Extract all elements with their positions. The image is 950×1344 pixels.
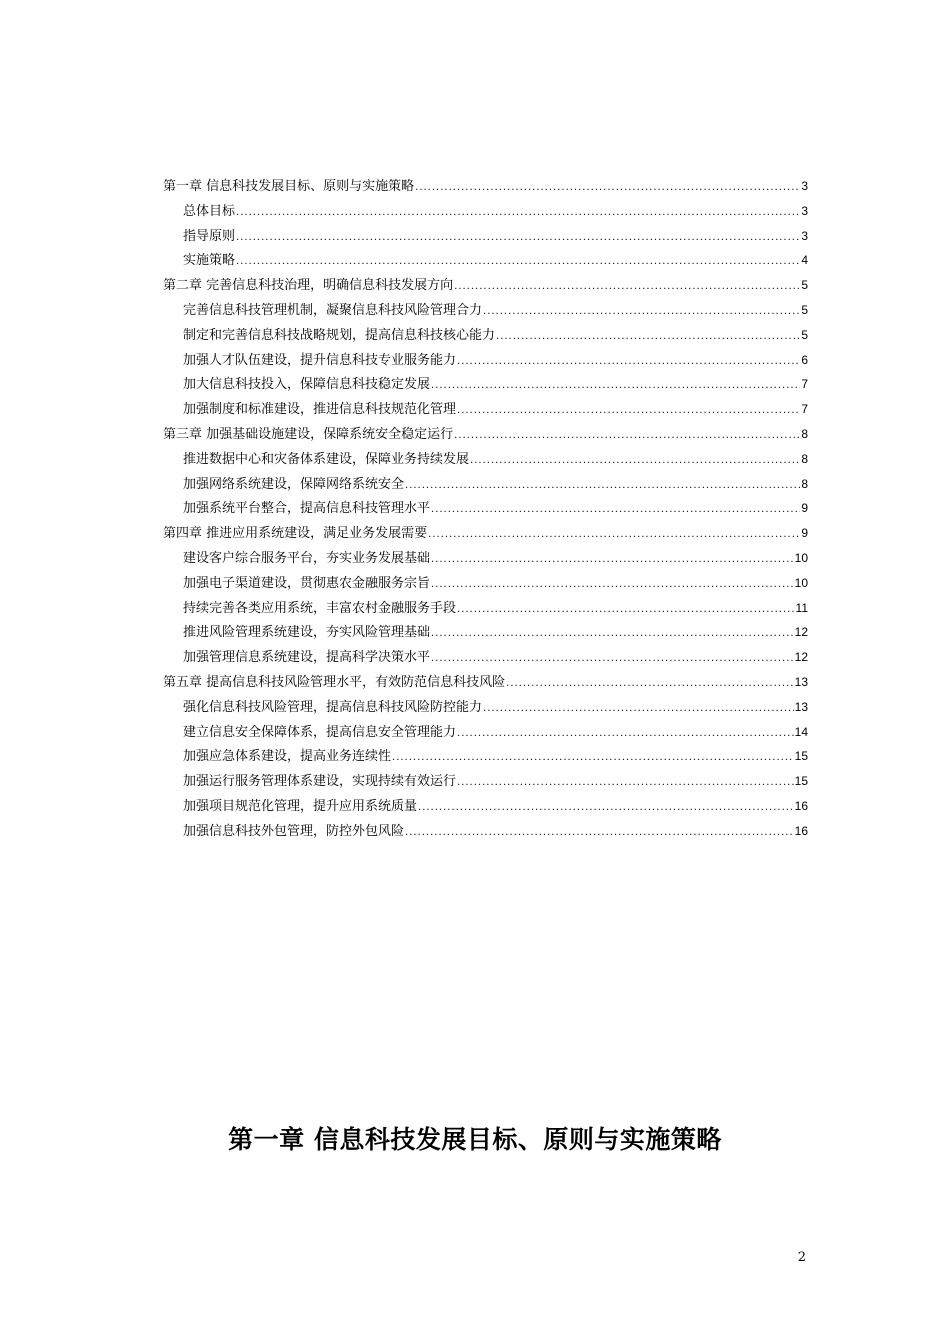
toc-entry-page: 6 bbox=[801, 352, 808, 367]
toc-entry-title: 加强制度和标准建设，推进信息科技规范化管理 bbox=[183, 402, 457, 418]
toc-section-entry[interactable] bbox=[163, 596, 808, 621]
toc-entry-title: 指导原则 bbox=[183, 228, 236, 244]
page-number: 2 bbox=[797, 1250, 806, 1265]
toc-entry-page: 16 bbox=[794, 798, 808, 813]
toc-entry-page: 13 bbox=[794, 674, 808, 689]
toc-section-entry[interactable] bbox=[163, 472, 808, 497]
toc-entry-title: 建立信息安全保障体系，提高信息安全管理能力 bbox=[183, 724, 457, 740]
toc-entry-title: 加强项目规范化管理，提升应用系统质量 bbox=[183, 798, 418, 814]
toc-entry-title: 加强信息科技外包管理，防控外包风险 bbox=[183, 823, 405, 839]
toc-entry-page: 5 bbox=[801, 327, 808, 342]
toc-entry-page: 3 bbox=[801, 203, 808, 218]
toc-entry-page: 5 bbox=[801, 278, 808, 293]
toc-section-entry[interactable] bbox=[163, 769, 808, 794]
toc-entry-page: 12 bbox=[794, 625, 808, 640]
toc-dot-leader bbox=[418, 796, 794, 821]
toc-section-entry[interactable] bbox=[163, 695, 808, 720]
toc-entry-page: 3 bbox=[801, 228, 808, 243]
toc-entry-page: 9 bbox=[801, 501, 808, 516]
toc-dot-leader bbox=[457, 722, 794, 747]
toc-dot-leader bbox=[431, 498, 800, 523]
toc-entry-page: 11 bbox=[795, 600, 808, 615]
toc-dot-leader bbox=[457, 399, 800, 424]
toc-entry-page: 10 bbox=[794, 575, 808, 590]
toc-entry-title: 第三章 加强基础设施建设，保障系统安全稳定运行 bbox=[163, 426, 454, 442]
toc-entry-page: 4 bbox=[801, 253, 808, 268]
toc-entry-page: 16 bbox=[794, 823, 808, 838]
toc-entry-title: 第一章 信息科技发展目标、原则与实施策略 bbox=[163, 179, 415, 194]
toc-dot-leader bbox=[431, 374, 800, 399]
toc-entry-page: 8 bbox=[801, 476, 808, 491]
toc-entry-page: 5 bbox=[801, 302, 808, 317]
toc-entry-title: 加强人才队伍建设，提升信息科技专业服务能力 bbox=[183, 352, 457, 368]
toc-dot-leader bbox=[457, 350, 800, 375]
toc-dot-leader bbox=[454, 424, 800, 449]
toc-entry-title: 第二章 完善信息科技治理，明确信息科技发展方向 bbox=[163, 278, 454, 294]
toc-dot-leader bbox=[236, 226, 800, 251]
toc-entry-title: 加强网络系统建设，保障网络系统安全 bbox=[183, 476, 405, 492]
toc-entry-title: 推进风险管理系统建设，夯实风险管理基础 bbox=[183, 625, 431, 641]
toc-dot-leader bbox=[405, 821, 794, 846]
toc-entry-page: 8 bbox=[801, 451, 808, 466]
toc-dot-leader bbox=[431, 573, 794, 598]
toc-dot-leader bbox=[236, 250, 800, 275]
toc-entry-page: 7 bbox=[801, 402, 808, 417]
toc-section-entry[interactable] bbox=[163, 348, 808, 373]
toc-dot-leader bbox=[483, 300, 800, 325]
toc-entry-title: 加强电子渠道建设，贯彻惠农金融服务宗旨 bbox=[183, 575, 431, 591]
toc-dot-leader bbox=[428, 523, 800, 548]
toc-entry-title: 加强系统平台整合，提高信息科技管理水平 bbox=[183, 501, 431, 517]
toc-entry-title: 加强运行服务管理体系建设，实现持续有效运行 bbox=[183, 774, 457, 790]
toc-entry-title: 第四章 推进应用系统建设，满足业务发展需要 bbox=[163, 526, 428, 542]
toc-entry-page: 9 bbox=[801, 526, 808, 541]
toc-dot-leader bbox=[431, 622, 794, 647]
toc-section-entry[interactable] bbox=[163, 447, 808, 472]
toc-section-entry[interactable] bbox=[163, 794, 808, 819]
toc-entry-title: 持续完善各类应用系统，丰富农村金融服务手段 bbox=[183, 600, 457, 616]
toc-dot-leader bbox=[483, 697, 794, 722]
toc-entry-page: 3 bbox=[801, 179, 808, 193]
toc-dot-leader bbox=[431, 647, 794, 672]
toc-entry-title: 强化信息科技风险管理，提高信息科技风险防控能力 bbox=[183, 699, 483, 715]
toc-section-entry[interactable] bbox=[163, 645, 808, 670]
toc-dot-leader bbox=[392, 746, 794, 771]
toc-entry-page: 12 bbox=[794, 650, 808, 665]
toc-entry-title: 加强管理信息系统建设，提高科学决策水平 bbox=[183, 650, 431, 666]
toc-chapter-entry[interactable] bbox=[163, 670, 808, 695]
toc-entry-page: 10 bbox=[794, 550, 808, 565]
toc-section-entry[interactable] bbox=[163, 323, 808, 348]
toc-entry-title: 建设客户综合服务平台，夯实业务发展基础 bbox=[183, 550, 431, 566]
toc-section-entry[interactable] bbox=[163, 620, 808, 645]
toc-dot-leader bbox=[470, 449, 800, 474]
toc-section-entry[interactable] bbox=[163, 372, 808, 397]
toc-dot-leader bbox=[496, 325, 800, 350]
toc-dot-leader bbox=[457, 598, 795, 623]
toc-entry-page: 15 bbox=[794, 774, 808, 789]
toc-section-entry[interactable] bbox=[163, 546, 808, 571]
toc-section-entry[interactable] bbox=[163, 397, 808, 422]
toc-chapter-entry[interactable] bbox=[163, 422, 808, 447]
toc-dot-leader bbox=[506, 672, 794, 697]
toc-chapter-entry[interactable] bbox=[163, 521, 808, 546]
toc-section-entry[interactable] bbox=[163, 571, 808, 596]
table-of-contents bbox=[163, 174, 808, 844]
toc-dot-leader bbox=[236, 201, 800, 226]
toc-dot-leader bbox=[431, 548, 794, 573]
toc-dot-leader bbox=[454, 275, 800, 300]
toc-entry-title: 制定和完善信息科技战略规划，提高信息科技核心能力 bbox=[183, 327, 496, 343]
toc-entry-title: 加强应急体系建设，提高业务连续性 bbox=[183, 749, 392, 765]
toc-section-entry[interactable] bbox=[163, 819, 808, 844]
toc-entry-page: 13 bbox=[794, 699, 808, 714]
toc-dot-leader bbox=[457, 771, 794, 796]
toc-entry-title: 第五章 提高信息科技风险管理水平，有效防范信息科技风险 bbox=[163, 674, 506, 690]
toc-entry-page: 7 bbox=[801, 377, 808, 392]
toc-entry-title: 实施策略 bbox=[183, 253, 236, 269]
toc-section-entry[interactable] bbox=[163, 744, 808, 769]
toc-chapter-entry[interactable] bbox=[163, 273, 808, 298]
chapter-heading: 第一章 信息科技发展目标、原则与实施策略 bbox=[228, 1125, 722, 1154]
toc-section-entry[interactable] bbox=[163, 199, 808, 224]
toc-section-entry[interactable] bbox=[163, 298, 808, 323]
toc-section-entry[interactable] bbox=[163, 496, 808, 521]
toc-section-entry[interactable] bbox=[163, 248, 808, 273]
toc-entry-title: 完善信息科技管理机制，凝聚信息科技风险管理合力 bbox=[183, 302, 483, 318]
toc-dot-leader bbox=[415, 176, 800, 201]
toc-entry-page: 14 bbox=[794, 724, 808, 739]
toc-section-entry[interactable] bbox=[163, 720, 808, 745]
toc-dot-leader bbox=[405, 474, 800, 499]
toc-entry-title: 总体目标 bbox=[183, 203, 236, 219]
toc-entry-title: 推进数据中心和灾备体系建设，保障业务持续发展 bbox=[183, 451, 470, 467]
toc-chapter-entry[interactable] bbox=[163, 174, 808, 199]
toc-entry-page: 8 bbox=[801, 426, 808, 441]
toc-section-entry[interactable] bbox=[163, 224, 808, 249]
toc-entry-title: 加大信息科技投入，保障信息科技稳定发展 bbox=[183, 377, 431, 393]
toc-entry-page: 15 bbox=[794, 749, 808, 764]
